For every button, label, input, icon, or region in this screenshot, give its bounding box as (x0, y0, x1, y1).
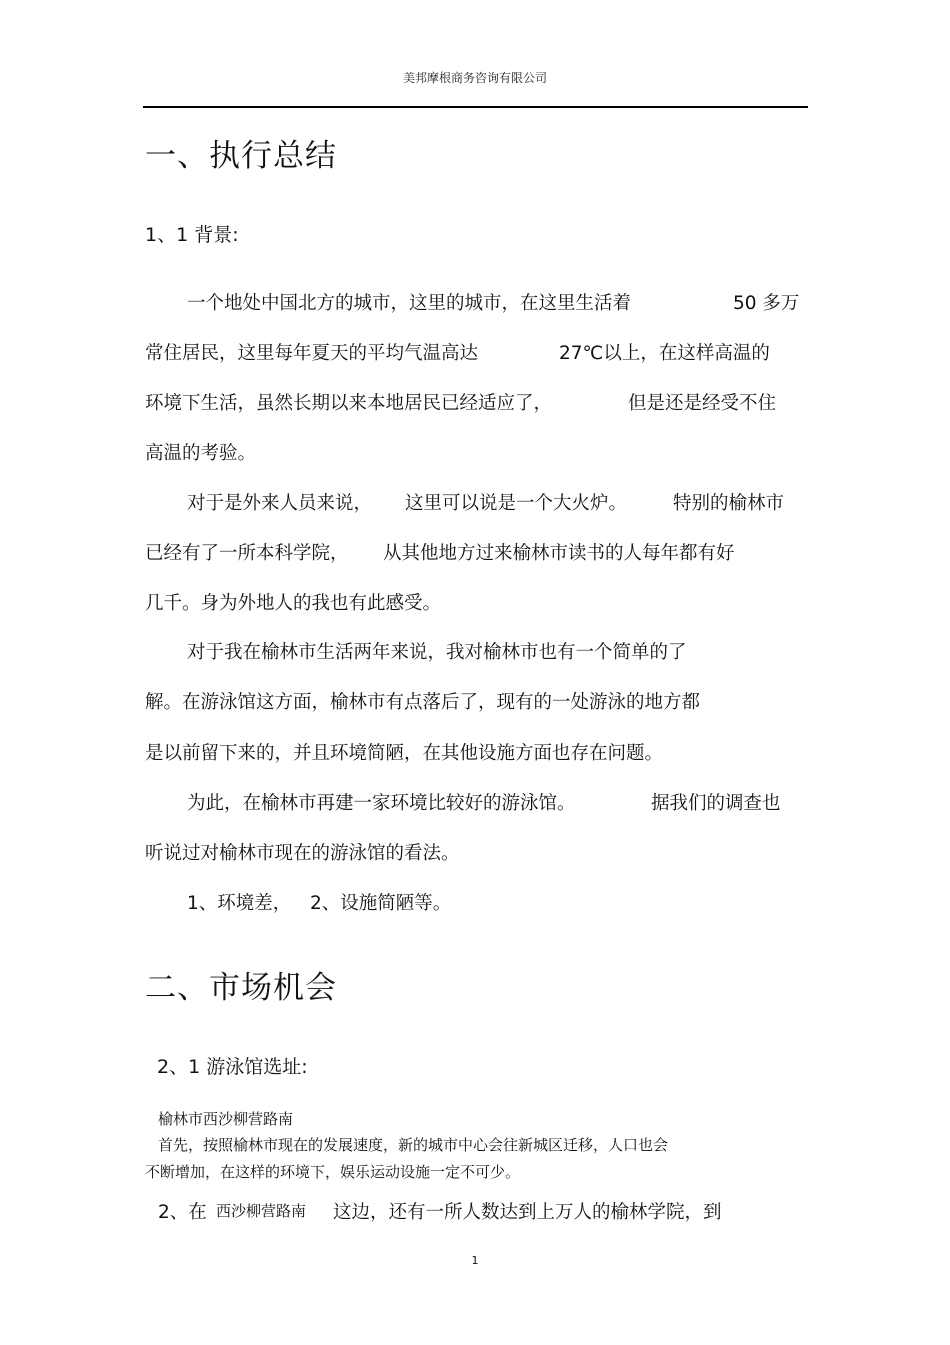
para3-line1: 对于我在榆林市生活两年来说，我对榆林市也有一个简单的了 (187, 642, 687, 663)
section1-subtitle: 1、1 背景: (145, 224, 239, 246)
section2-subtitle: 2、1 游泳馆选址: (157, 1056, 308, 1078)
para3-line3: 是以前留下来的，并且环境简陋，在其他设施方面也存在问题。 (145, 743, 664, 764)
list-item-1: 1、环境差， (187, 893, 292, 914)
page-number: 1 (471, 1254, 479, 1267)
header-rule (143, 106, 808, 108)
para4-line2: 听说过对榆林市现在的游泳馆的看法。 (145, 843, 460, 864)
para2-line2b: 从其他地方过来榆林市读书的人每年都有好 (383, 543, 735, 564)
para2-line1: 对于是外来人员来说， (187, 493, 373, 514)
para2-line1c: 特别的榆林市 (673, 493, 785, 514)
reason2-place: 西沙柳营路南 (216, 1202, 307, 1220)
para3-line2: 解。在游泳馆这方面，榆林市有点落后了，现有的一处游泳的地方都 (145, 692, 701, 713)
para4-line1b: 据我们的调查也 (651, 793, 781, 814)
para4-line1: 为此，在榆林市再建一家环境比较好的游泳馆。 (187, 793, 576, 814)
para1-line1b: 50 多万 (733, 293, 800, 314)
section1-title: 一、执行总结 (145, 138, 337, 174)
reason2-prefix: 2、在 (158, 1202, 207, 1223)
para2-line2: 已经有了一所本科学院， (145, 543, 349, 564)
reason1-line2: 不断增加，在这样的环境下，娱乐运动设施一定不可少。 (145, 1163, 521, 1181)
section2-title: 二、市场机会 (145, 970, 337, 1006)
header-company: 美邦摩根商务咨询有限公司 (402, 71, 547, 85)
para2-line1b: 这里可以说是一个大火炉。 (405, 493, 628, 514)
reason2-rest: 这边，还有一所人数达到上万人的榆林学院，到 (333, 1202, 722, 1223)
reason1-line1: 首先，按照榆林市现在的发展速度，新的城市中心会往新城区迁移，人口也会 (158, 1136, 669, 1154)
para1-line2b: 27℃以上，在这样高温的 (559, 343, 770, 364)
para1-line4: 高温的考验。 (145, 443, 257, 464)
para1-line3b: 但是还是经受不住 (628, 393, 777, 414)
location-text: 榆林市西沙柳营路南 (158, 1110, 294, 1128)
para2-line3: 几千。身为外地人的我也有此感受。 (145, 593, 442, 614)
para1-line2: 常住居民，这里每年夏天的平均气温高达 (145, 343, 479, 364)
para1-line3: 环境下生活，虽然长期以来本地居民已经适应了， (145, 393, 553, 414)
para1-line1: 一个地处中国北方的城市，这里的城市，在这里生活着 (187, 293, 632, 314)
list-item-2: 2、设施简陋等。 (310, 893, 452, 914)
